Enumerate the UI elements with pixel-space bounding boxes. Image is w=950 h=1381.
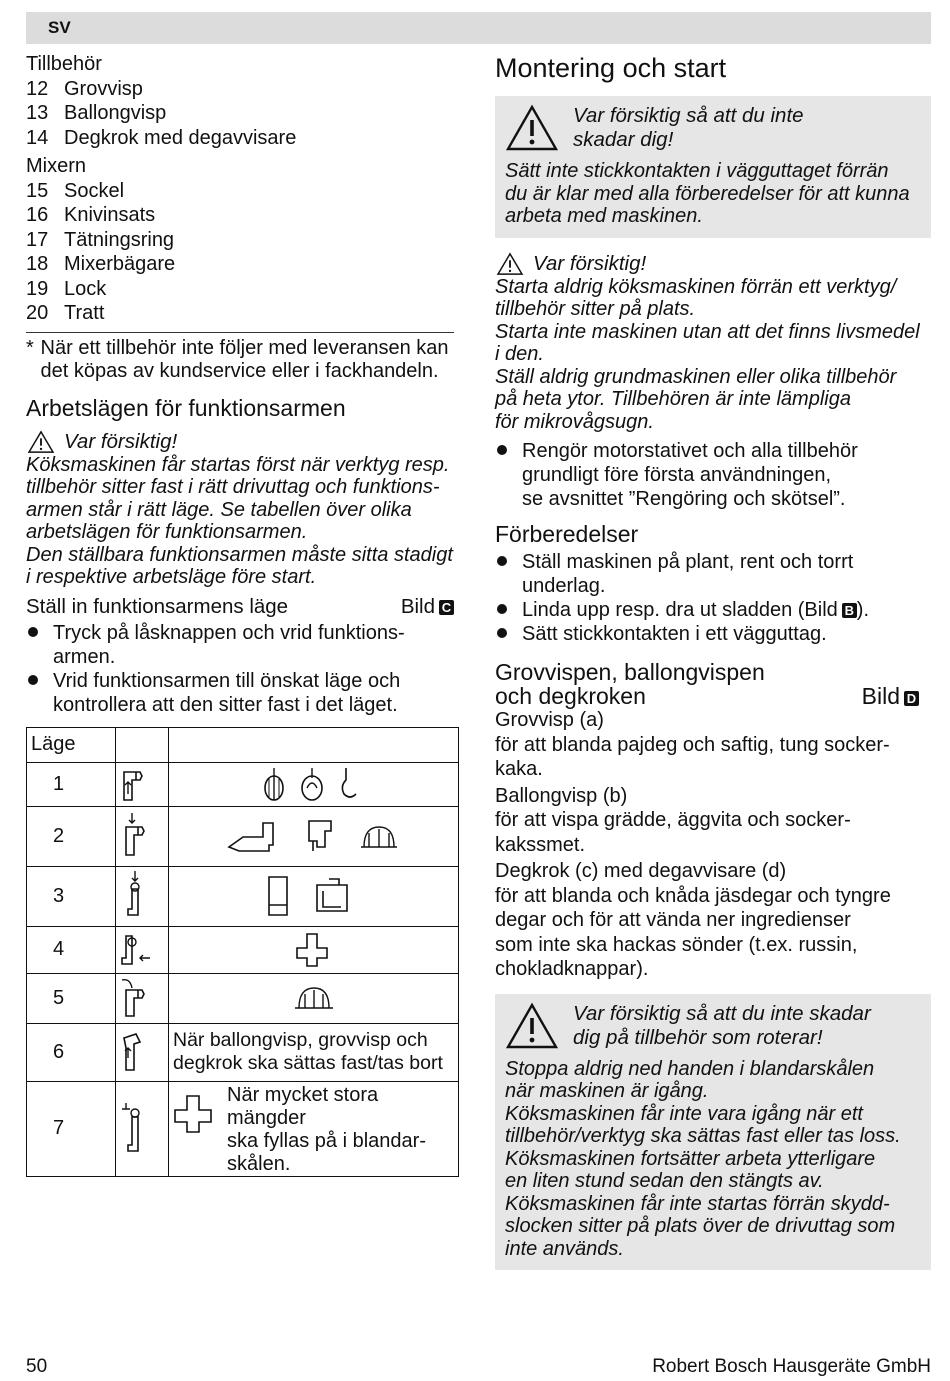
list-item: 13 Ballongvisp bbox=[26, 102, 167, 124]
arm-position-3-icon bbox=[116, 871, 152, 921]
list-item: 18 Mixerbägare bbox=[26, 253, 176, 275]
assembly-heading: Montering och start bbox=[495, 53, 727, 83]
degkrok-title: Degkrok (c) med degavvisare (d) bbox=[495, 860, 787, 882]
warning-triangle-icon bbox=[505, 104, 559, 152]
list-item: 19 Lock bbox=[26, 277, 107, 300]
grovvisp-text: för att blanda pajdeg och saftig, tung socker- kaka. bbox=[495, 733, 890, 780]
list-item: 14 Degkrok med degavvisare bbox=[26, 126, 297, 149]
warning-title: Var försiktig! bbox=[26, 430, 462, 454]
language-bar bbox=[26, 12, 931, 44]
mixer-title: Mixern bbox=[26, 155, 87, 177]
table-row: 7 När mycket stora mängder ska fyllas på i blandar- skålen. bbox=[27, 1081, 459, 1176]
warning-triangle-icon bbox=[505, 1002, 559, 1050]
preparations-heading: Förberedelser bbox=[495, 521, 639, 547]
mixer-accessory-icon bbox=[219, 930, 409, 970]
whisk-tools-icon bbox=[254, 764, 374, 804]
table-row: 4 bbox=[27, 926, 459, 973]
warning-title: Var försiktig! bbox=[495, 252, 931, 276]
warning-triangle-icon bbox=[26, 430, 56, 454]
mixer-list bbox=[26, 179, 462, 326]
list-item: Tryck på låsknappen och vrid funktions- armen. bbox=[26, 621, 462, 669]
mode-table bbox=[26, 727, 459, 1177]
set-mode-heading: Ställ in funktionsarmens läge Bild C bbox=[26, 595, 454, 619]
accessories-title: Tillbehör bbox=[26, 53, 102, 75]
list-item: 17 Tätningsring bbox=[26, 228, 175, 251]
page-number: 50 bbox=[26, 1356, 48, 1377]
table-header: Läge bbox=[27, 727, 116, 762]
mode-description: När mycket stora mängder ska fyllas på i blandar- skålen. bbox=[227, 1083, 426, 1175]
arm-position-5-icon bbox=[116, 976, 152, 1020]
list-item: Linda upp resp. dra ut sladden (Bild B ). bbox=[495, 598, 931, 622]
slicer-mincer-press-icon bbox=[219, 811, 409, 861]
warning-text: Köksmaskinen får startas först när verktyg resp. tillbehör sitter fast i rätt drivuttag och funktions- armen står i rätt läge. Se tabellen över olika arbetslägen för funktionsarmen. Den ställbara funktionsarmen måste sitta stadigt i respektive arbetsläge före start. bbox=[26, 453, 453, 588]
warning-box: Var försiktig så att du inte skadar dig på tillbehör som roterar! Stoppa aldrig ned handen i blandarskålen när maskinen är igång. Köksmaskinen får inte vara igång när ett tillbehör/verktyg ska sättas fast eller tas loss. Köksmaskinen fortsätter arbeta ytterligare en liten stund sedan den stängts av. Köksmaskinen får inte startas förrän skydd- slocken sitter på plats över de drivuttag som inte används. bbox=[495, 994, 931, 1271]
divider bbox=[26, 332, 454, 333]
list-item: Vrid funktionsarmen till önskat läge och kontrollera att den sitter fast i det läget. bbox=[26, 669, 462, 717]
figure-label-badge: D bbox=[904, 691, 919, 706]
grovvisp-title: Grovvisp (a) bbox=[495, 709, 604, 731]
footnote: * När ett tillbehör inte följer med leveransen kan det köpas av kundservice eller i fackhandeln. bbox=[26, 336, 449, 382]
modes-heading: Arbetslägen för funktionsarmen bbox=[26, 394, 346, 421]
language-code: SV bbox=[48, 18, 71, 37]
table-row: 2 bbox=[27, 806, 459, 866]
figure-label-badge: C bbox=[439, 600, 454, 615]
table-row: 6 När ballongvisp, grovvisp och degkrok ska sättas fast/tas bort bbox=[27, 1023, 459, 1081]
arm-position-4-icon bbox=[116, 930, 156, 970]
left-column bbox=[26, 52, 462, 1177]
list-item: Ställ maskinen på plant, rent och torrt underlag. bbox=[495, 550, 931, 598]
list-item: 20 Tratt bbox=[26, 302, 105, 324]
arm-position-6-icon bbox=[116, 1028, 152, 1076]
list-item: 12 Grovvisp bbox=[26, 77, 143, 100]
table-header-row bbox=[27, 727, 459, 762]
warning-text: Sätt inte stickkontakten i vägguttaget förrän du är klar med alla förberedelser för att kunna arbeta med maskinen. bbox=[505, 160, 910, 227]
list-item: 15 Sockel bbox=[26, 179, 125, 202]
table-row: 1 bbox=[27, 762, 459, 806]
right-column bbox=[495, 52, 931, 1270]
table-row: 3 bbox=[27, 866, 459, 926]
blender-foodprocessor-icon bbox=[219, 871, 409, 921]
warning-box: Var försiktig så att du inte skadar dig! Sätt inte stickkontakten i vägguttaget förrän du är klar med alla förberedelser för att kunna arbeta med maskinen. bbox=[495, 96, 931, 238]
ballongvisp-title: Ballongvisp (b) bbox=[495, 784, 628, 807]
whisk-heading: Grovvispen, ballongvispen och degkroken Bild D bbox=[495, 660, 919, 708]
figure-label-badge: B bbox=[842, 603, 857, 618]
list-item: 16 Knivinsats bbox=[26, 204, 156, 226]
arm-position-7-icon bbox=[116, 1099, 152, 1159]
mixer-attachment-icon bbox=[169, 1086, 227, 1146]
mode-description: När ballongvisp, grovvisp och degkrok ska sättas fast/tas bort bbox=[169, 1023, 459, 1081]
warning-text: Starta aldrig köksmaskinen förrän ett verktyg/ tillbehör sitter på plats. Starta inte maskinen utan att det finns livsmedel i den. Ställ aldrig grundmaskinen eller olika tillbehör på heta ytor. Tillbehören är inte lämpliga för mikrovågsugn. bbox=[495, 275, 920, 433]
ballongvisp-text: för att vispa grädde, äggvita och socker- kakssmet. bbox=[495, 809, 851, 856]
warning-triangle-icon bbox=[495, 252, 525, 276]
accessories-list bbox=[26, 77, 462, 151]
company-name: Robert Bosch Hausgeräte GmbH bbox=[652, 1356, 931, 1377]
table-row: 5 bbox=[27, 973, 459, 1023]
arm-position-1-icon bbox=[116, 764, 152, 804]
degkrok-text: för att blanda och knåda jäsdegar och tyngre degar och för att vända ner ingredienser som inte ska hackas sönder (t.ex. russin, chokladknappar). bbox=[495, 884, 891, 980]
arm-position-2-icon bbox=[116, 811, 152, 861]
warning-text: Stoppa aldrig ned handen i blandarskålen när maskinen är igång. Köksmaskinen får inte vara igång när ett tillbehör/verktyg ska sättas fast eller tas loss. Köksmaskinen fortsätter arbeta ytterligare en liten stund sedan den stängts av. Köksmaskinen får inte startas förrän skydd- slocken sitter på plats över de drivuttag som inte används. bbox=[505, 1057, 901, 1260]
list-item: Rengör motorstativet och alla tillbehör grundligt före första användningen, se avsnittet ”Rengöring och skötsel”. bbox=[495, 439, 931, 511]
citrus-press-icon bbox=[219, 978, 409, 1018]
list-item: Sätt stickkontakten i ett vägguttag. bbox=[495, 622, 931, 646]
